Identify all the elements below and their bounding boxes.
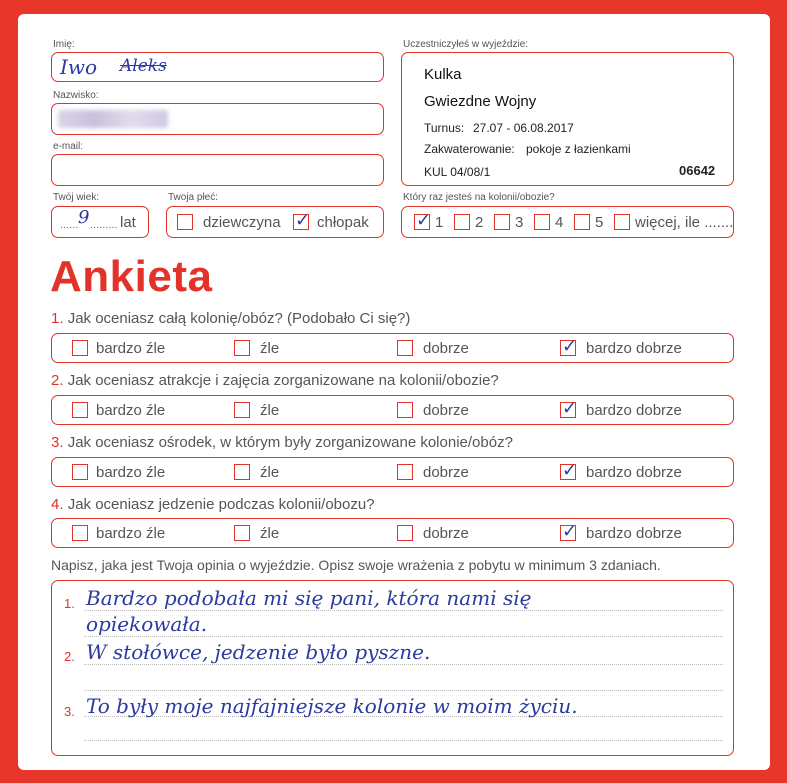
nazwisko-field[interactable] (51, 103, 384, 135)
q1-option-zle: źle (260, 340, 280, 357)
question-4-text: Jak oceniasz jedzenie podczas kolonii/obozu? (67, 496, 375, 513)
opinion-text: To były moje najfajniejsze kolonie w moim życiu. (86, 694, 578, 718)
ktory-raz-option-3: 3 (515, 214, 524, 231)
q3-option-bardzo-zle: bardzo źle (96, 464, 166, 481)
trip-info-box (401, 52, 734, 186)
q3-option-zle: źle (260, 464, 280, 481)
wiek-unit: lat (120, 214, 136, 231)
wiek-dots-left: ...... (60, 219, 79, 231)
wiek-value: 9 (78, 207, 90, 228)
q1-checkbox-zle[interactable] (234, 340, 250, 356)
ktory-raz-checkbox-wiecej[interactable] (614, 214, 630, 230)
opinion-line (84, 636, 723, 637)
trip-code: KUL 04/08/1 (424, 165, 491, 179)
q4-option-zle: źle (260, 525, 280, 542)
ktory-raz-checkbox-3[interactable] (494, 214, 510, 230)
turnus-value: 27.07 - 06.08.2017 (473, 121, 574, 135)
trip-number: 06642 (679, 163, 716, 178)
opinion-text: Bardzo podobała mi się pani, która nami się (86, 586, 532, 610)
question-2-text: Jak oceniasz atrakcje i zajęcia zorganizowane na kolonii/obozie? (67, 372, 499, 389)
question-3 (51, 434, 513, 451)
wiek-field[interactable] (51, 206, 149, 238)
q2-option-zle: źle (260, 402, 280, 419)
check-mark-icon: ✓ (562, 398, 578, 419)
q2-checkbox-zle[interactable] (234, 402, 250, 418)
q3-option-dobrze: dobrze (423, 464, 469, 481)
q1-checkbox-bardzo-zle[interactable] (72, 340, 88, 356)
q4-checkbox-bardzo-zle[interactable] (72, 525, 88, 541)
ktory-raz-option-4: 4 (555, 214, 564, 231)
q3-checkbox-zle[interactable] (234, 464, 250, 480)
check-mark-icon: ✓ (295, 210, 311, 231)
check-mark-icon: ✓ (562, 460, 578, 481)
wiek-label: Twój wiek: (53, 192, 100, 203)
q2-checkbox-bardzo-zle[interactable] (72, 402, 88, 418)
check-mark-icon: ✓ (416, 210, 432, 231)
question-1 (51, 310, 410, 327)
plec-field (166, 206, 384, 238)
check-mark-icon: ✓ (562, 521, 578, 542)
plec-checkbox-dziewczyna[interactable] (177, 214, 193, 230)
nazwisko-redacted (58, 110, 168, 128)
question-2-options (51, 395, 734, 425)
question-2-number: 2. (51, 372, 64, 389)
plec-option-chlopak: chłopak (317, 214, 369, 231)
question-4-options (51, 518, 734, 548)
page-title: Ankieta (50, 252, 213, 301)
email-label: e-mail: (53, 141, 84, 152)
ktory-raz-checkbox-5[interactable] (574, 214, 590, 230)
q4-option-bardzo-zle: bardzo źle (96, 525, 166, 542)
q2-option-bardzo-zle: bardzo źle (96, 402, 166, 419)
plec-label: Twoja płeć: (168, 192, 219, 203)
imie-field[interactable] (51, 52, 384, 82)
uczestnik-label: Uczestniczyłeś w wyjeździe: (403, 39, 529, 50)
imie-struck: Aleks (120, 56, 167, 76)
opinion-line-number: 1. (64, 596, 75, 611)
q1-option-bardzo-dobrze: bardzo dobrze (586, 340, 682, 357)
email-field[interactable] (51, 154, 384, 186)
ktory-raz-option-wiecej: więcej, ile ....... (635, 214, 734, 231)
opinion-line-number: 3. (64, 704, 75, 719)
opinion-line (84, 610, 723, 611)
q4-checkbox-zle[interactable] (234, 525, 250, 541)
ktory-raz-option-2: 2 (475, 214, 484, 231)
opinion-line (84, 664, 723, 665)
trip-theme: Gwiezdne Wojny (424, 93, 537, 110)
turnus-label: Turnus: (424, 121, 465, 135)
q1-option-dobrze: dobrze (423, 340, 469, 357)
opinion-line (84, 740, 723, 741)
ktory-raz-option-1: 1 (435, 214, 444, 231)
opinion-line (84, 690, 723, 691)
zakwaterowanie-label: Zakwaterowanie: (424, 142, 515, 156)
q4-checkbox-dobrze[interactable] (397, 525, 413, 541)
q3-checkbox-bardzo-zle[interactable] (72, 464, 88, 480)
plec-option-dziewczyna: dziewczyna (203, 214, 281, 231)
opinion-text: opiekowała. (86, 612, 208, 636)
check-mark-icon: ✓ (562, 336, 578, 357)
question-4-number: 4. (51, 496, 64, 513)
question-4 (51, 496, 375, 513)
ktory-raz-label: Który raz jesteś na kolonii/obozie? (403, 192, 555, 203)
trip-name: Kulka (424, 66, 462, 83)
question-3-text: Jak oceniasz ośrodek, w którym były zorganizowane kolonie/obóz? (67, 434, 513, 451)
question-3-number: 3. (51, 434, 64, 451)
q2-option-dobrze: dobrze (423, 402, 469, 419)
ktory-raz-option-5: 5 (595, 214, 604, 231)
opinion-text: W stołówce, jedzenie było pyszne. (86, 640, 431, 664)
question-1-text: Jak oceniasz całą kolonię/obóz? (Podobało Ci się?) (67, 310, 411, 327)
opinion-prompt: Napisz, jaka jest Twoja opinia o wyjeździe. Opisz swoje wrażenia z pobytu w minimum 3 zdaniach. (51, 557, 661, 573)
q1-checkbox-dobrze[interactable] (397, 340, 413, 356)
q4-option-dobrze: dobrze (423, 525, 469, 542)
question-3-options (51, 457, 734, 487)
wiek-dots-right: ......... (90, 219, 118, 231)
q3-option-bardzo-dobrze: bardzo dobrze (586, 464, 682, 481)
nazwisko-label: Nazwisko: (53, 90, 99, 101)
q2-checkbox-dobrze[interactable] (397, 402, 413, 418)
opinion-line-number: 2. (64, 649, 75, 664)
zakwaterowanie-value: pokoje z łazienkami (526, 142, 631, 156)
q3-checkbox-dobrze[interactable] (397, 464, 413, 480)
question-1-options (51, 333, 734, 363)
question-2 (51, 372, 499, 389)
q2-option-bardzo-dobrze: bardzo dobrze (586, 402, 682, 419)
q1-option-bardzo-zle: bardzo źle (96, 340, 166, 357)
imie-value: Iwo (60, 55, 98, 79)
q4-option-bardzo-dobrze: bardzo dobrze (586, 525, 682, 542)
ktory-raz-checkbox-2[interactable] (454, 214, 470, 230)
ktory-raz-field (401, 206, 734, 238)
question-1-number: 1. (51, 310, 64, 327)
ktory-raz-checkbox-4[interactable] (534, 214, 550, 230)
imie-label: Imię: (53, 39, 75, 50)
